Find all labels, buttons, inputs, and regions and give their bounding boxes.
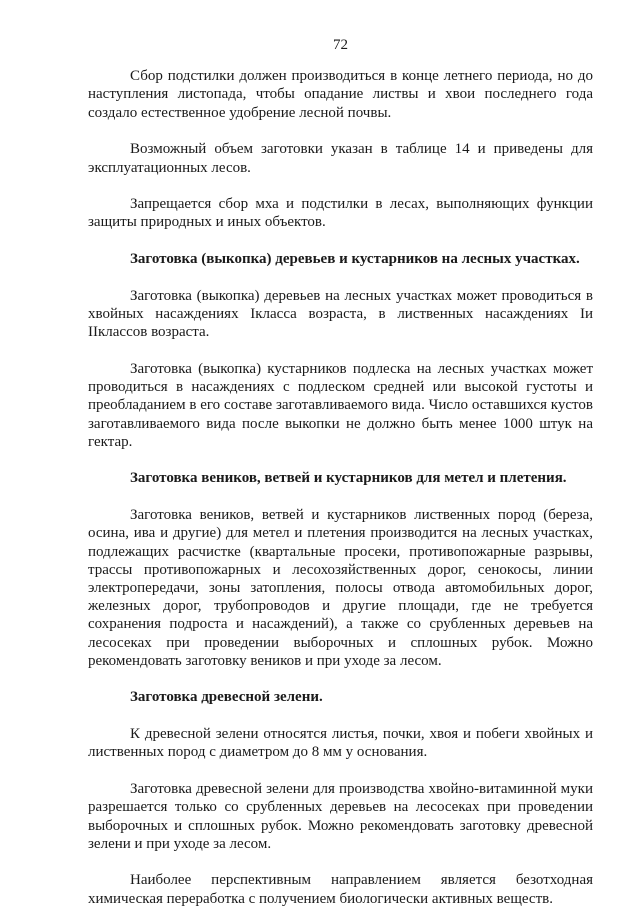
- paragraph-shrub-digging: Заготовка (выкопка) кустарников подлеска на лесных участках может проводиться в насаждениях с подлеском средней или высокой густоты и преобладанием в его составе заготавливаемого вида. Число оставшихся кустов заготавливаемого вида после выкопки не должно быть менее 1000 штук на гектар.: [88, 360, 593, 450]
- paragraph-harvest-volume: Возможный объем заготовки указан в таблице 14 и приведены для эксплуатационных лесов.: [88, 141, 593, 176]
- paragraph-moss-prohibition: Запрещается сбор мха и подстилки в лесах, выполняющих функции защиты природных и иных объектов.: [88, 196, 593, 231]
- paragraph-litter-collection-timing: Сбор подстилки должен производиться в конце летнего периода, но до наступления листопада, чтобы опадание листвы и хвои последнего года создало естественное удобрение лесной почвы.: [88, 68, 593, 121]
- paragraph-chemical-processing: Наиболее перспективным направлением является безотходная химическая переработка с получением биологически активных веществ.: [88, 872, 593, 907]
- paragraph-wood-greenery-harvest: Заготовка древесной зелени для производства хвойно-витаминной муки разрешается только со срубленных деревьев на лесосеках при проведении выборочных и сплошных рубок. Можно рекомендовать заготовку древесной зелени и при уходе за лесом.: [88, 781, 593, 852]
- section-heading-brooms-branches: Заготовка веников, ветвей и кустарников для метел и плетения.: [130, 470, 567, 487]
- page-number: 72: [333, 37, 348, 53]
- paragraph-brooms-branches: Заготовка веников, ветвей и кустарников лиственных пород (береза, осина, ива и другие) для метел и плетения производится на лесных участках, подлежащих расчистке (квартальные просеки, противопожарные разрывы, трассы противопожарных и лесохозяйственных дорог, сенокосы, линии электропередачи, зоны затопления, полосы отвода автомобильных дорог, железных дорог, трубопроводов и другие площади, где не требуется сохранения подроста и насаждений), а также со срубленных деревьев на лесосеках при проведении выборочных и сплошных рубок. Можно рекомендовать заготовку веников и при уходе за лесом.: [88, 507, 593, 669]
- section-heading-tree-digging: Заготовка (выкопка) деревьев и кустарников на лесных участках.: [130, 251, 580, 268]
- section-heading-wood-greenery: Заготовка древесной зелени.: [130, 689, 323, 706]
- paragraph-wood-greenery-definition: К древесной зелени относятся листья, почки, хвоя и побеги хвойных и лиственных пород с диаметром до 8 мм у основания.: [88, 726, 593, 761]
- paragraph-tree-digging: Заготовка (выкопка) деревьев на лесных участках может проводиться в хвойных насаждениях Iкласса возраста, в лиственных насаждениях Iи IIклассов возраста.: [88, 287, 593, 341]
